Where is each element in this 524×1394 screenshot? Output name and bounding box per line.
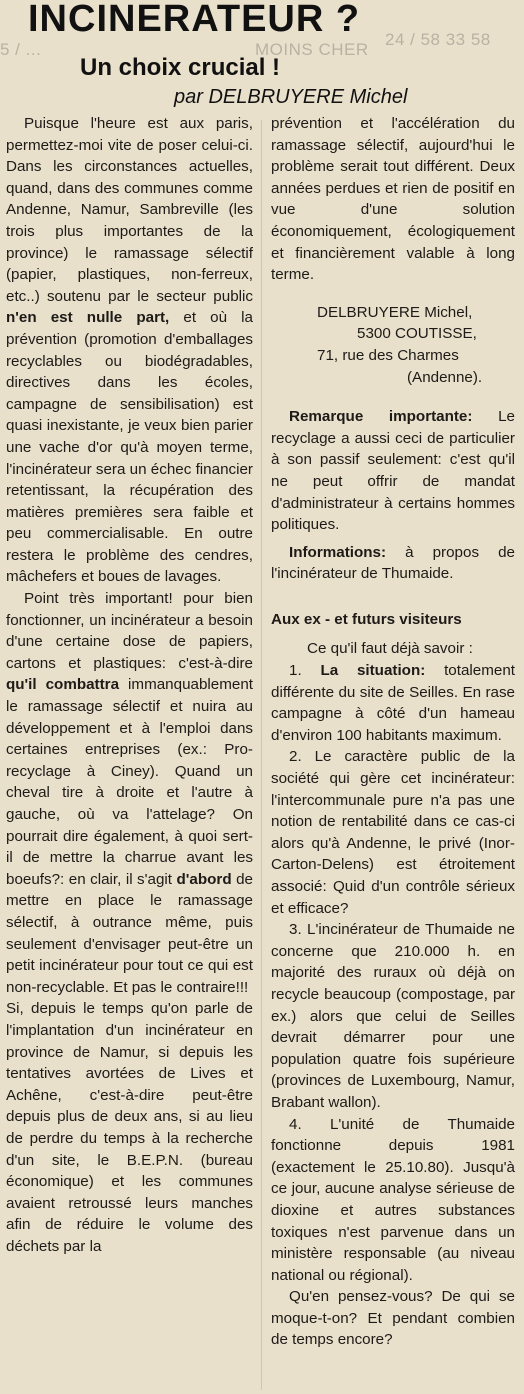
paragraph-remark — [271, 406, 515, 536]
list-item: 2. Le caractère public de la société qui gère cet incinérateur: l'intercommunale pure n'a pas une notion de rentabilité dans ce cas-ci alors qu'à Andenne, le privé (Inor-Carton-Delens) est étroitement associé: Quid d'un contrôle sérieux et efficace? — [271, 748, 515, 917]
intro-text: Puisque l'heure est aux paris, permettez-moi vite de poser celui-ci. Dans les circonstances actuelles, quand, dans des communes comme Andenne, Namur, Sambreville (les trois plus importantes de la province) le ramassage sélectif (papier, plastiques, non-ferreux, etc..) soutenu par le secteur public — [6, 115, 253, 305]
left-column — [6, 113, 253, 1257]
item1-label: La situation: — [320, 662, 426, 680]
important-text-a: Point très important! pour bien fonctionner, un incinérateur a besoin d'une certaine dose de papiers, cartons et plastiques: c'est-à-dire — [6, 590, 253, 672]
address-name: DELBRUYERE Michel, — [317, 303, 473, 321]
paragraph-info — [271, 542, 515, 585]
section-lead: Ce qu'il faut déjà savoir : — [307, 640, 473, 658]
address-street: 71, rue des Charmes — [317, 346, 459, 364]
important-text-b: immanquablement le ramassage sélectif et nuira au développement et à l'emploi dans certaines entreprises (ex.: Pro-recyclage à Ciney). Quand un cheval tire à droite et l'autre à gauche, où va l'attelage? On pourrait dire également, à quoi sert-il de mettre la charrue avant les boeufs?: en clair, il s'agit — [6, 676, 253, 888]
paragraph-important — [6, 588, 253, 998]
list-item — [271, 660, 515, 746]
address-town: (Andenne). — [407, 368, 483, 386]
paragraph-continuation: prévention et l'accélération du ramassage sélectif, aujourd'hui le problème serait tout différent. Deux années perdues et rien de positif en vue d'une solution économiquement, écologiquement et financièrement valable à long terme. — [271, 115, 515, 284]
paragraph-delay: Si, depuis le temps qu'on parle de l'implantation d'un incinérateur en province de Namur, si depuis les tentatives avortées de Lives et Achêne, c'est-à-dire peut-être depuis plus de deux ans, si au lieu de perdre du temps à la recherche d'un site, le B.E.P.N. (bureau économique) et les communes avaient retroussé leurs manches afin de réduire le volume des déchets par la — [6, 1000, 253, 1255]
article-byline: par DELBRUYERE Michel — [174, 86, 408, 108]
column-divider — [261, 120, 262, 1390]
article-subtitle: Un choix crucial ! — [80, 54, 281, 81]
right-column — [271, 113, 515, 1351]
remark-text: Le recyclage a aussi ceci de particulier à son passif seulement: c'est qu'il ne peut offrir de mandat d'administrateur à certains hommes politiques. — [271, 408, 515, 534]
list-item: 4. L'unité de Thumaide fonctionne depuis 1981 (exactement le 25.10.80). Jusqu'à ce jour, aucune analyse sérieuse de dioxine et autres substances toxiques n'est parvenue dans un ministère responsable (au niveau national ou régional). — [271, 1115, 515, 1284]
intro-text-rest: et où la prévention (promotion d'emballages recyclables ou biodégradables, directives dans les écoles, campagne de sensibilisation) est quasi inexistante, je veux bien parier une vache d'or qu'à moyen terme, l'incinérateur sera un échec financier retentissant, la récupération des matières premières sera faible et peu commercialisable. En outre restera le problème des cendres, mâchefers et boues de lavages. — [6, 309, 253, 586]
paragraph-closing: Qu'en pensez-vous? De qui se moque-t-on? Et pendant combien de temps encore? — [271, 1288, 515, 1349]
section-heading: Aux ex - et futurs visiteurs — [271, 610, 462, 628]
remark-label: Remarque importante: — [289, 408, 473, 426]
important-emphasis-2: d'abord — [176, 870, 232, 888]
author-address — [271, 302, 515, 388]
list-item: 3. L'incinérateur de Thumaide ne concerne que 210.000 h. en majorité des ruraux où déjà on recycle beaucoup (compostage, par ex.) alors que celui de Seilles devrait démarrer pour une population quatre fois supérieure (provinces de Luxembourg, Namur, Brabant wallon). — [271, 921, 515, 1111]
info-text: à propos de l'incinérateur de Thumaide. — [271, 543, 515, 583]
info-label: Informations: — [289, 543, 387, 561]
bleed-through-text-left: 5 / ... — [0, 40, 42, 59]
item1-text: totalement différente du site de Seilles. En rase campagne à côté d'un hameau d'environ 100 habitants maximum. — [271, 662, 515, 744]
paragraph-intro — [6, 113, 253, 588]
intro-emphasis: n'en est nulle part, — [6, 309, 170, 327]
bleed-through-text-middle: MOINS CHER — [255, 40, 369, 59]
address-postcode: 5300 COUTISSE, — [357, 325, 477, 343]
article-title: INCINERATEUR ? — [28, 0, 361, 40]
important-text-c: de mettre en place le ramassage sélectif, à outrance même, puis seulement d'envisager peut-être un petit incinérateur pour tout ce qui est non-recyclable. Et pas le contraire!!! — [6, 870, 253, 996]
bleed-through-text-right: 24 / 58 33 58 — [385, 30, 491, 49]
item1-number: 1. — [289, 662, 302, 680]
important-emphasis: qu'il combattra — [6, 676, 120, 694]
